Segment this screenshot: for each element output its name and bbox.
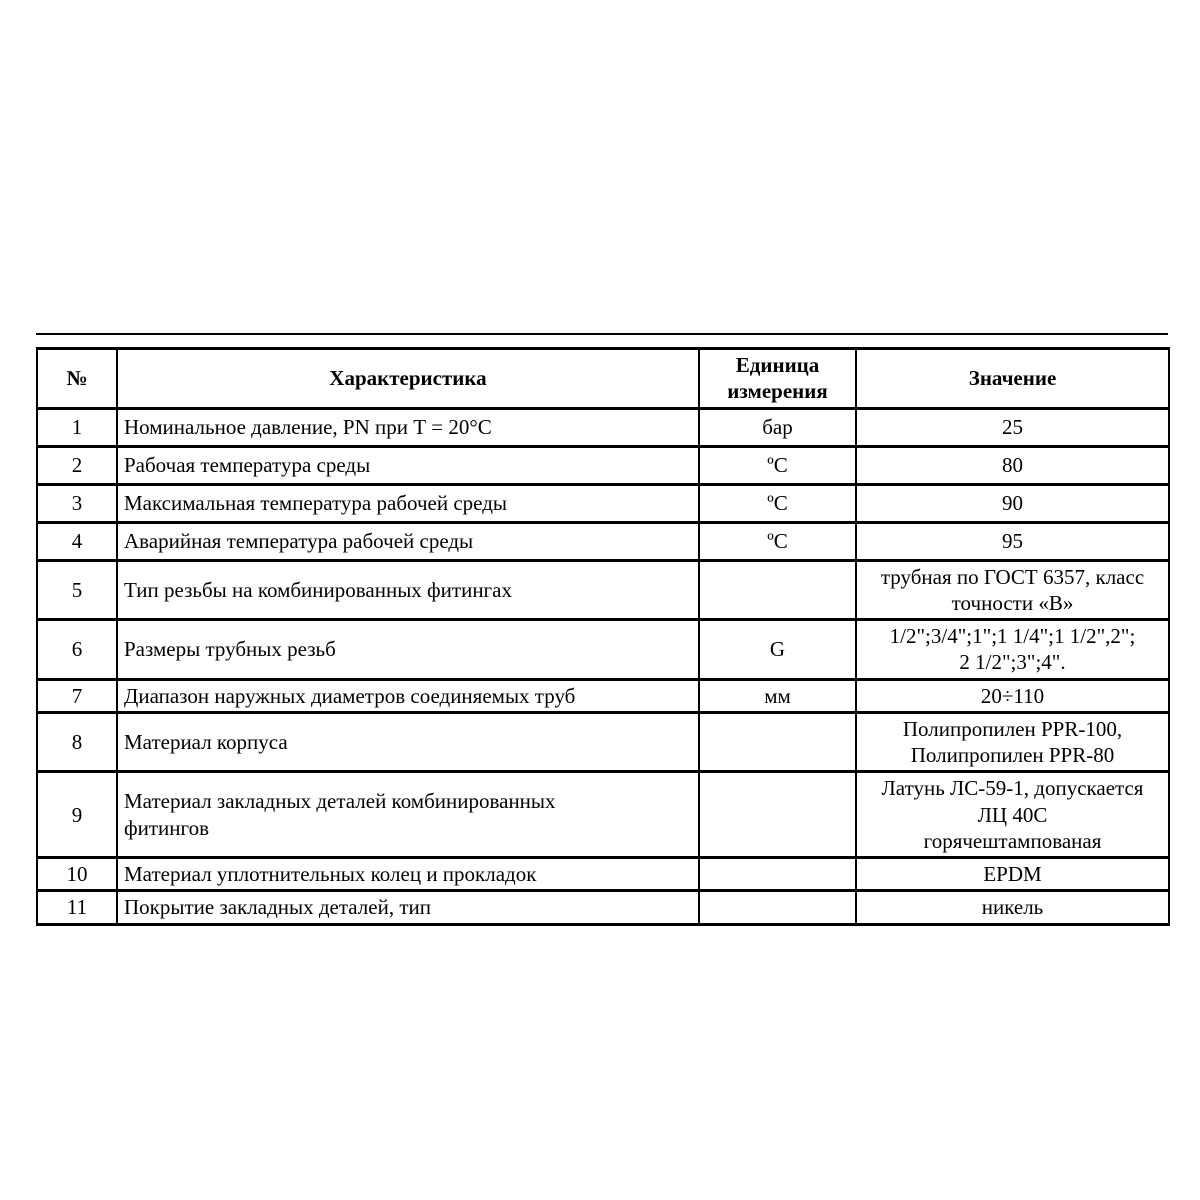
column-header-unit: Единица измерения	[699, 349, 856, 409]
cell-num: 3	[37, 484, 117, 522]
cell-characteristic: Покрытие закладных деталей, тип	[117, 891, 699, 924]
cell-value: 20÷110	[856, 679, 1169, 712]
cell-unit	[699, 772, 856, 858]
cell-unit: ºС	[699, 484, 856, 522]
header-row	[37, 349, 1169, 409]
table-body	[37, 408, 1169, 924]
cell-characteristic: Аварийная температура рабочей среды	[117, 522, 699, 560]
table-row	[37, 858, 1169, 891]
cell-num: 10	[37, 858, 117, 891]
cell-unit	[699, 858, 856, 891]
table-row	[37, 560, 1169, 620]
cell-characteristic: Материал уплотнительных колец и прокладок	[117, 858, 699, 891]
cell-characteristic: Материал корпуса	[117, 712, 699, 772]
table-row	[37, 484, 1169, 522]
cell-value: 25	[856, 408, 1169, 446]
table-header	[37, 349, 1169, 409]
cell-unit: ºС	[699, 446, 856, 484]
cell-value: трубная по ГОСТ 6357, класс точности «В»	[856, 560, 1169, 620]
table-row	[37, 446, 1169, 484]
cell-characteristic: Материал закладных деталей комбинированных фитингов	[117, 772, 699, 858]
cell-value: 80	[856, 446, 1169, 484]
table-row	[37, 679, 1169, 712]
cell-num: 1	[37, 408, 117, 446]
cell-num: 4	[37, 522, 117, 560]
column-header-characteristic: Характеристика	[117, 349, 699, 409]
specs-table	[36, 347, 1170, 926]
cell-characteristic: Тип резьбы на комбинированных фитингах	[117, 560, 699, 620]
cell-unit	[699, 891, 856, 924]
cell-value: 95	[856, 522, 1169, 560]
cell-unit: бар	[699, 408, 856, 446]
table-row	[37, 891, 1169, 924]
horizontal-rule	[36, 333, 1168, 335]
column-header-value: Значение	[856, 349, 1169, 409]
cell-num: 5	[37, 560, 117, 620]
cell-unit: мм	[699, 679, 856, 712]
cell-unit: G	[699, 620, 856, 680]
cell-characteristic: Размеры трубных резьб	[117, 620, 699, 680]
cell-unit	[699, 712, 856, 772]
cell-unit: ºС	[699, 522, 856, 560]
cell-characteristic: Номинальное давление, PN при Т = 20°С	[117, 408, 699, 446]
cell-num: 2	[37, 446, 117, 484]
cell-num: 9	[37, 772, 117, 858]
cell-characteristic: Рабочая температура среды	[117, 446, 699, 484]
cell-characteristic: Максимальная температура рабочей среды	[117, 484, 699, 522]
cell-value: 1/2";3/4";1";1 1/4";1 1/2",2"; 2 1/2";3";4".	[856, 620, 1169, 680]
cell-characteristic: Диапазон наружных диаметров соединяемых труб	[117, 679, 699, 712]
cell-value: EPDM	[856, 858, 1169, 891]
cell-value: никель	[856, 891, 1169, 924]
table-row	[37, 620, 1169, 680]
cell-unit	[699, 560, 856, 620]
cell-value: Полипропилен PPR-100, Полипропилен PPR-80	[856, 712, 1169, 772]
column-header-num: №	[37, 349, 117, 409]
cell-num: 8	[37, 712, 117, 772]
cell-num: 11	[37, 891, 117, 924]
cell-value: Латунь ЛС-59-1, допускается ЛЦ 40С горячештампованая	[856, 772, 1169, 858]
table-row	[37, 772, 1169, 858]
cell-num: 6	[37, 620, 117, 680]
cell-value: 90	[856, 484, 1169, 522]
table-row	[37, 712, 1169, 772]
table-row	[37, 408, 1169, 446]
table-row	[37, 522, 1169, 560]
cell-num: 7	[37, 679, 117, 712]
